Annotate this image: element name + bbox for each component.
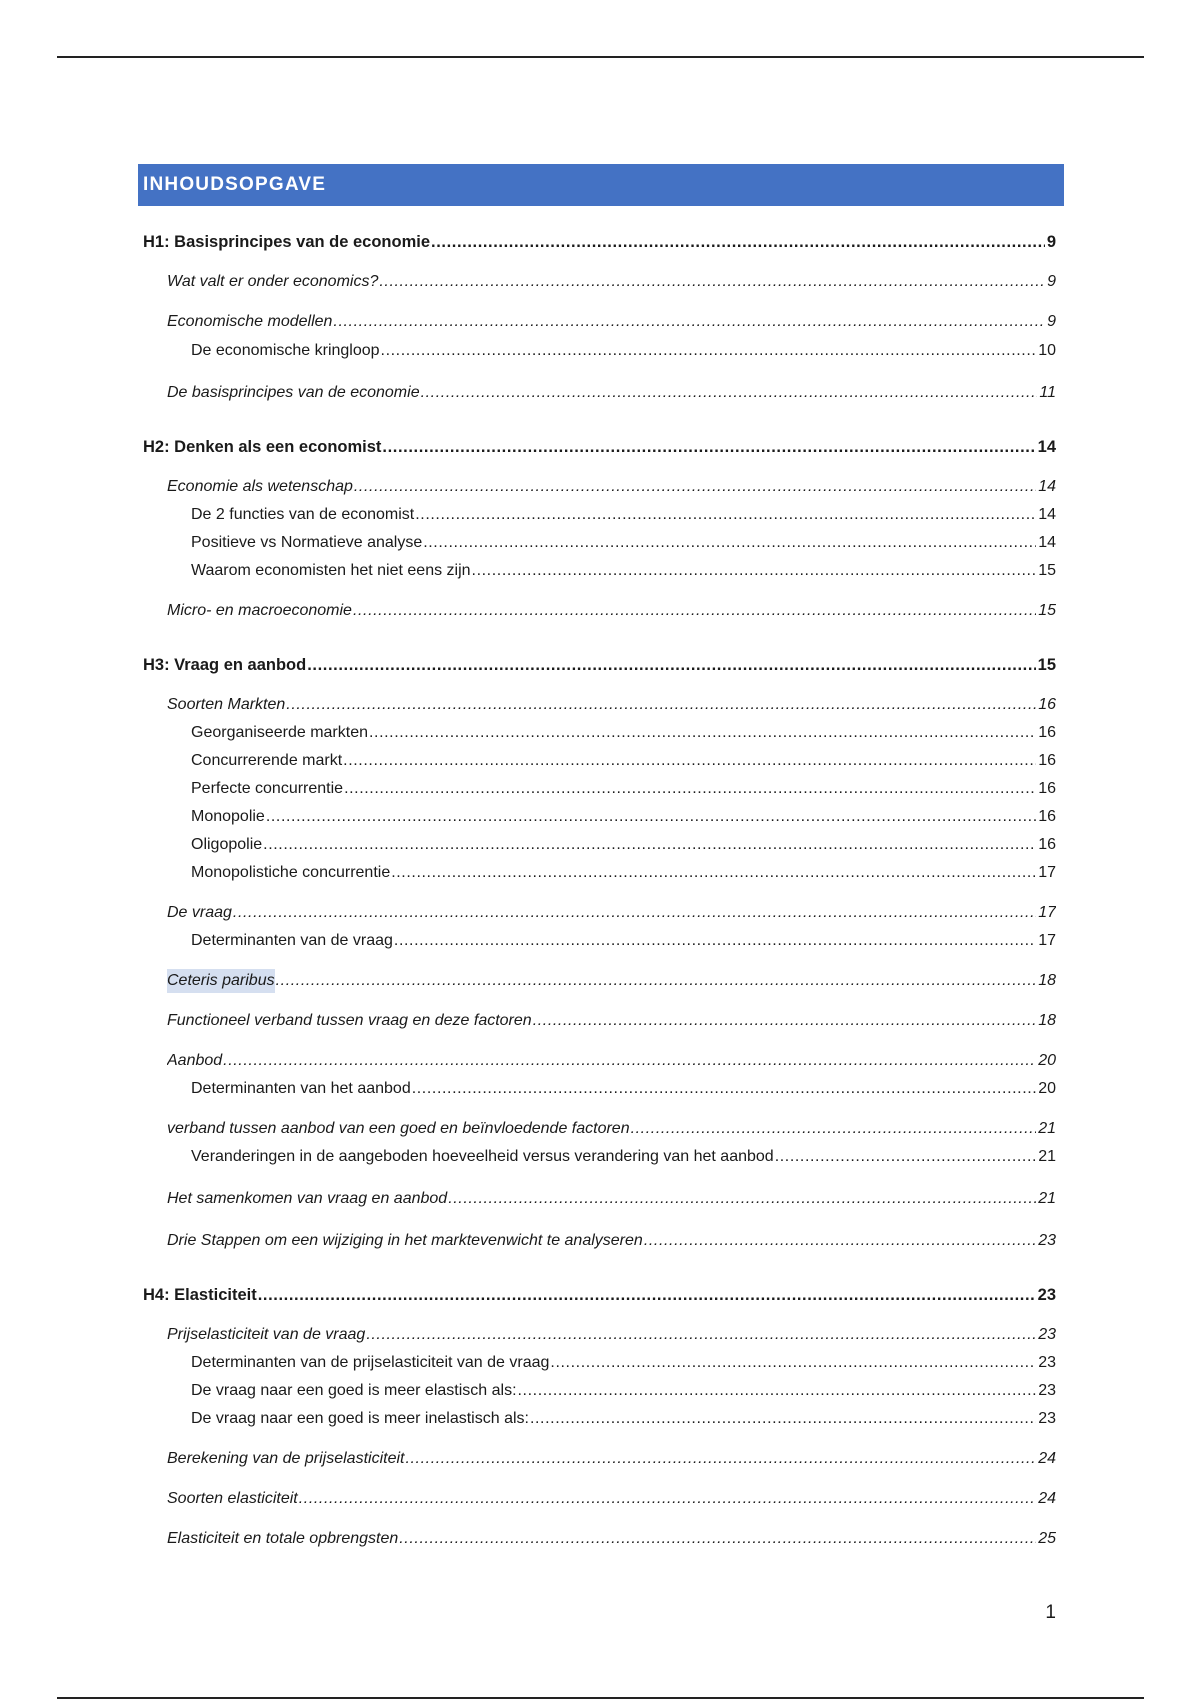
toc-entry[interactable] — [167, 1049, 1056, 1073]
toc-entry-page: 24 — [1038, 1490, 1056, 1507]
toc-entry[interactable] — [167, 599, 1056, 623]
toc-dot-leader — [394, 929, 1036, 953]
toc-entry-page: 16 — [1038, 724, 1056, 741]
toc-entry-page: 23 — [1038, 1354, 1056, 1371]
toc-entry[interactable] — [191, 531, 1056, 555]
toc-entry[interactable] — [191, 749, 1056, 773]
toc-dot-leader — [258, 1283, 1036, 1307]
toc-entry-page: 18 — [1038, 972, 1056, 989]
toc-dot-leader — [631, 1117, 1037, 1141]
toc-entry-label: Monopolistiche concurrentie — [191, 864, 391, 881]
toc-entry-page: 16 — [1038, 752, 1056, 769]
toc-entry-label: Perfecte concurrentie — [191, 780, 344, 797]
toc-entry[interactable] — [167, 969, 1056, 993]
toc-entry[interactable] — [167, 310, 1056, 334]
toc-entry-page: 23 — [1038, 1326, 1056, 1343]
top-rule — [57, 56, 1144, 58]
toc-entry[interactable] — [167, 381, 1056, 405]
toc-entry[interactable] — [191, 805, 1056, 829]
toc-entry-page: 23 — [1038, 1232, 1056, 1249]
toc-entry-page: 21 — [1038, 1190, 1056, 1207]
toc-entry-page: 14 — [1038, 506, 1056, 523]
toc-entry[interactable] — [191, 1145, 1056, 1169]
toc-dot-leader — [379, 270, 1045, 294]
toc-entry-label: De basisprincipes van de economie — [167, 384, 420, 401]
toc-entry-label: De vraag naar een goed is meer inelastisch als: — [191, 1410, 529, 1427]
toc-entry[interactable] — [191, 833, 1056, 857]
toc-entry-label: Georganiseerde markten — [191, 724, 368, 741]
toc-dot-leader — [415, 503, 1036, 527]
toc-entry-label: Determinanten van de prijselasticiteit van de vraag — [191, 1354, 550, 1371]
toc-dot-leader — [223, 1049, 1036, 1073]
toc-dot-leader — [775, 1145, 1037, 1169]
toc-entry-label: Determinanten van het aanbod — [191, 1080, 411, 1097]
toc-entry[interactable] — [191, 1407, 1056, 1431]
toc-entry-label: Wat valt er onder economics? — [167, 273, 379, 290]
toc-entry-page: 14 — [1038, 534, 1056, 551]
toc-dot-leader — [286, 693, 1036, 717]
toc-entry-page: 15 — [1037, 656, 1056, 674]
toc-entry-page: 16 — [1038, 808, 1056, 825]
toc-entry-label: verband tussen aanbod van een goed en beïnvloedende factoren — [167, 1120, 630, 1137]
toc-entry[interactable] — [191, 1351, 1056, 1375]
toc-entry-page: 23 — [1038, 1382, 1056, 1399]
toc-entry[interactable] — [167, 1229, 1056, 1253]
toc-entry-label: De vraag naar een goed is meer elastisch als: — [191, 1382, 517, 1399]
toc-entry-label: Ceteris paribus — [167, 969, 275, 993]
toc-dot-leader — [344, 777, 1036, 801]
toc-entry-page: 18 — [1038, 1012, 1056, 1029]
toc-dot-leader — [405, 1447, 1036, 1471]
toc-entry-label: Economie als wetenschap — [167, 478, 353, 495]
toc-dot-leader — [307, 653, 1035, 677]
toc-entry[interactable] — [191, 339, 1056, 363]
toc-entry[interactable] — [167, 1447, 1056, 1471]
toc-entry[interactable] — [191, 777, 1056, 801]
page-number: 1 — [1045, 1602, 1056, 1623]
toc-entry-page: 25 — [1038, 1530, 1056, 1547]
toc-entry[interactable] — [167, 1487, 1056, 1511]
toc-entry-label: Positieve vs Normatieve analyse — [191, 534, 423, 551]
toc-entry-label: H1: Basisprincipes van de economie — [143, 233, 431, 251]
toc-entry-page: 21 — [1038, 1148, 1056, 1165]
toc-entry-page: 16 — [1038, 836, 1056, 853]
toc-entry-page: 23 — [1038, 1410, 1056, 1427]
toc-entry[interactable] — [191, 861, 1056, 885]
toc-dot-leader — [369, 721, 1036, 745]
toc-entry-label: Aanbod — [167, 1052, 223, 1069]
toc-dot-leader — [382, 435, 1035, 459]
toc-dot-leader — [448, 1187, 1036, 1211]
toc-entry-label: Soorten Markten — [167, 696, 286, 713]
toc-entry[interactable] — [143, 230, 1056, 254]
toc-entry-page: 9 — [1047, 313, 1056, 330]
toc-entry-page: 17 — [1038, 904, 1056, 921]
toc-entry[interactable] — [191, 1379, 1056, 1403]
toc-entry[interactable] — [167, 1527, 1056, 1551]
toc-entry[interactable] — [191, 929, 1056, 953]
toc-dot-leader — [233, 901, 1036, 925]
toc-dot-leader — [472, 559, 1037, 583]
toc-entry[interactable] — [191, 721, 1056, 745]
toc-entry-label: Concurrerende markt — [191, 752, 343, 769]
toc-entry-page: 11 — [1039, 384, 1056, 401]
toc-entry-label: H4: Elasticiteit — [143, 1286, 257, 1304]
toc-entry-label: Functioneel verband tussen vraag en deze factoren — [167, 1012, 532, 1029]
toc-entry-label: Het samenkomen van vraag en aanbod — [167, 1190, 448, 1207]
toc-entry-label: Soorten elasticiteit — [167, 1490, 298, 1507]
toc-entry-label: Monopolie — [191, 808, 265, 825]
toc-entry-page: 16 — [1038, 696, 1056, 713]
toc-dot-leader — [533, 1009, 1037, 1033]
toc-entry-page: 9 — [1046, 233, 1056, 251]
toc-entry[interactable] — [167, 475, 1056, 499]
toc-entry[interactable] — [167, 1323, 1056, 1347]
toc-dot-leader — [266, 805, 1036, 829]
toc-entry-page: 24 — [1038, 1450, 1056, 1467]
toc-entry[interactable] — [191, 559, 1056, 583]
toc-entry-label: Waarom economisten het niet eens zijn — [191, 562, 471, 579]
toc-dot-leader — [276, 969, 1037, 993]
toc-dot-leader — [353, 599, 1036, 623]
toc-entry-page: 16 — [1038, 780, 1056, 797]
toc-entry-page: 15 — [1038, 602, 1056, 619]
toc-entry-page: 20 — [1038, 1080, 1056, 1097]
toc-entry-label: Veranderingen in de aangeboden hoeveelheid versus verandering van het aanbod — [191, 1148, 774, 1165]
toc-entry-page: 17 — [1038, 932, 1056, 949]
toc-entry-label: H3: Vraag en aanbod — [143, 656, 307, 674]
toc-entry[interactable] — [167, 901, 1056, 925]
bottom-rule — [57, 1697, 1144, 1699]
toc-entry[interactable] — [143, 435, 1056, 459]
toc-dot-leader — [518, 1379, 1037, 1403]
toc-entry[interactable] — [191, 503, 1056, 527]
toc-entry[interactable] — [191, 1077, 1056, 1101]
toc-entry-page: 10 — [1038, 342, 1056, 359]
toc-entry-label: Economische modellen — [167, 313, 333, 330]
toc-dot-leader — [421, 381, 1038, 405]
toc-entry-page: 15 — [1038, 562, 1056, 579]
toc-entry[interactable] — [167, 1117, 1056, 1141]
toc-entry-label: De economische kringloop — [191, 342, 380, 359]
toc-dot-leader — [412, 1077, 1036, 1101]
toc-entry-label: Determinanten van de vraag — [191, 932, 393, 949]
toc-entry-page: 14 — [1038, 478, 1056, 495]
toc-dot-leader — [550, 1351, 1036, 1375]
toc-entry[interactable] — [167, 693, 1056, 717]
toc-entry-page: 17 — [1038, 864, 1056, 881]
toc-entry-page: 21 — [1038, 1120, 1056, 1137]
toc-dot-leader — [354, 475, 1036, 499]
toc-dot-leader — [299, 1487, 1036, 1511]
toc-dot-leader — [644, 1229, 1036, 1253]
toc-heading: INHOUDSOPGAVE — [138, 164, 1064, 206]
toc-entry-page: 20 — [1038, 1052, 1056, 1069]
toc-dot-leader — [343, 749, 1036, 773]
toc-entry-label: Berekening van de prijselasticiteit — [167, 1450, 405, 1467]
toc-dot-leader — [399, 1527, 1036, 1551]
toc-entry-label: H2: Denken als een economist — [143, 438, 382, 456]
toc-entry-label: De 2 functies van de economist — [191, 506, 415, 523]
toc-dot-leader — [431, 230, 1045, 254]
toc-entry-page: 14 — [1037, 438, 1056, 456]
toc-entry[interactable] — [143, 653, 1056, 677]
toc-entry[interactable] — [167, 1009, 1056, 1033]
toc-entry-label: De vraag — [167, 904, 232, 921]
toc-entry-label: Prijselasticiteit van de vraag — [167, 1326, 366, 1343]
toc-entry[interactable] — [167, 270, 1056, 294]
toc-entry-label: Micro- en macroeconomie — [167, 602, 352, 619]
toc-dot-leader — [366, 1323, 1036, 1347]
toc-entry[interactable] — [143, 1283, 1056, 1307]
toc-dot-leader — [381, 339, 1037, 363]
toc-dot-leader — [423, 531, 1036, 555]
toc-dot-leader — [391, 861, 1036, 885]
toc-entry[interactable] — [167, 1187, 1056, 1211]
toc-dot-leader — [333, 310, 1045, 334]
toc-entry-page: 9 — [1047, 273, 1056, 290]
toc-dot-leader — [263, 833, 1036, 857]
toc-dot-leader — [530, 1407, 1036, 1431]
toc-entry-label: Elasticiteit en totale opbrengsten — [167, 1530, 399, 1547]
toc-entry-page: 23 — [1037, 1286, 1056, 1304]
toc-entry-label: Oligopolie — [191, 836, 263, 853]
toc-entry-label: Drie Stappen om een wijziging in het marktevenwicht te analyseren — [167, 1232, 643, 1249]
